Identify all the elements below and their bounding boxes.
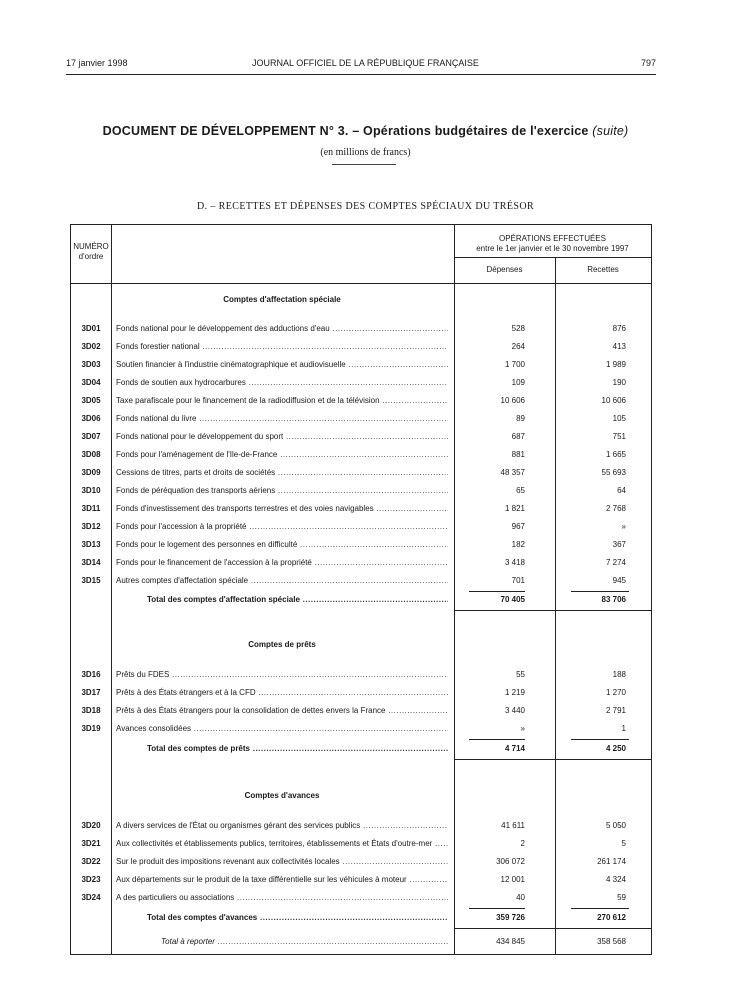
row-label: Fonds pour le financement de l'accession à la propriété .....: [116, 554, 448, 572]
row-depenses: 1 700: [504, 360, 525, 369]
row-recettes: 2 768: [605, 504, 626, 513]
table-row: [71, 356, 651, 374]
row-code: 3D15: [81, 576, 101, 585]
grand-total-label: Total à reporter .....: [161, 933, 448, 951]
row-recettes: 59: [617, 893, 626, 902]
row-depenses: 182: [511, 540, 525, 549]
row-depenses: 967: [511, 522, 525, 531]
row-label: Cessions de titres, parts et droits de sociétés .....: [116, 464, 448, 482]
document-title: [0, 124, 731, 138]
row-code: 3D24: [81, 893, 101, 902]
row-code: 3D21: [81, 839, 101, 848]
table-row: [71, 853, 651, 871]
grand-total-recettes: 358 568: [597, 937, 626, 946]
table-row: [71, 482, 651, 500]
row-depenses: 2: [520, 839, 525, 848]
row-label: Sur le produit des impositions revenant aux collectivités locales .....: [116, 853, 448, 871]
row-code: 3D02: [81, 342, 101, 351]
subtitle-rule: [332, 164, 396, 165]
group-title: Comptes d'affectation spéciale: [223, 295, 341, 304]
row-depenses: 10 606: [500, 396, 525, 405]
row-recettes: 1: [621, 724, 626, 733]
total-row: [71, 909, 651, 927]
row-code: 3D18: [81, 706, 101, 715]
row-depenses: 701: [511, 576, 525, 585]
total-depenses: 70 405: [500, 595, 525, 604]
table-row: [71, 428, 651, 446]
row-label: Fonds pour l'aménagement de l'Ile-de-France .....: [116, 446, 448, 464]
col-header-operations-line1: OPÉRATIONS EFFECTUÉES: [499, 234, 606, 243]
row-recettes: 5 050: [605, 821, 626, 830]
total-recettes: 83 706: [601, 595, 626, 604]
row-recettes: 2 791: [605, 706, 626, 715]
table-row: [71, 817, 651, 835]
document-title-suffix: (suite): [592, 124, 629, 138]
row-depenses: 65: [516, 486, 525, 495]
header-journal-title: JOURNAL OFFICIEL DE LA RÉPUBLIQUE FRANÇAISE: [252, 58, 479, 68]
table-row: [71, 500, 651, 518]
col-header-numero: [71, 242, 111, 262]
row-code: 3D12: [81, 522, 101, 531]
row-recettes: 945: [612, 576, 626, 585]
row-code: 3D08: [81, 450, 101, 459]
group-title: Comptes d'avances: [244, 791, 320, 800]
row-label: Fonds national du livre .....: [116, 410, 448, 428]
row-label: Taxe parafiscale pour le financement de la radiodiffusion et de la télévision .....: [116, 392, 448, 410]
row-label: A divers services de l'État ou organismes gérant des services publics .....: [116, 817, 448, 835]
row-depenses: 3 418: [504, 558, 525, 567]
table-row: [71, 464, 651, 482]
row-depenses: 3 440: [504, 706, 525, 715]
row-recettes: 105: [612, 414, 626, 423]
accounts-table: [70, 224, 652, 955]
row-label: Fonds national pour le développement des adductions d'eau .....: [116, 320, 448, 338]
total-label: Total des comptes de prêts .....: [147, 740, 448, 758]
row-recettes: 876: [612, 324, 626, 333]
row-code: 3D17: [81, 688, 101, 697]
col-header-recettes: Recettes: [587, 265, 619, 274]
header-date: 17 janvier 1998: [66, 58, 128, 68]
row-label: Fonds de soutien aux hydrocarbures .....: [116, 374, 448, 392]
table-row: [71, 320, 651, 338]
row-recettes: 413: [612, 342, 626, 351]
table-row: [71, 720, 651, 738]
row-depenses: »: [520, 724, 525, 733]
grand-total-depenses: 434 845: [496, 937, 525, 946]
row-code: 3D19: [81, 724, 101, 733]
row-depenses: 40: [516, 893, 525, 902]
row-depenses: 306 072: [496, 857, 525, 866]
row-code: 3D06: [81, 414, 101, 423]
total-recettes: 270 612: [597, 913, 626, 922]
row-recettes: 4 324: [605, 875, 626, 884]
total-depenses: 359 726: [496, 913, 525, 922]
table-row: [71, 572, 651, 590]
row-code: 3D09: [81, 468, 101, 477]
total-row: [71, 591, 651, 609]
row-code: 3D10: [81, 486, 101, 495]
row-code: 3D03: [81, 360, 101, 369]
row-depenses: 881: [511, 450, 525, 459]
row-label: Avances consolidées .....: [116, 720, 448, 738]
row-recettes: 1 989: [605, 360, 626, 369]
row-recettes: 188: [612, 670, 626, 679]
header-rule: [454, 257, 651, 258]
col-header-numero-line1: NUMÉRO: [73, 242, 109, 251]
row-code: 3D05: [81, 396, 101, 405]
table-row: [71, 446, 651, 464]
row-label: Aux collectivités et établissements publics, territoires, établissements et États d'outre-mer .....: [116, 835, 448, 853]
table-row: [71, 835, 651, 853]
row-recettes: 10 606: [601, 396, 626, 405]
row-recettes: 5: [621, 839, 626, 848]
row-depenses: 12 001: [500, 875, 525, 884]
col-header-depenses: Dépenses: [486, 265, 523, 274]
col-header-operations-line2: entre le 1er janvier et le 30 novembre 1997: [476, 244, 629, 253]
table-row: [71, 536, 651, 554]
row-depenses: 89: [516, 414, 525, 423]
col-header-numero-line2: d'ordre: [78, 252, 104, 261]
table-row: [71, 392, 651, 410]
row-recettes: 1 270: [605, 688, 626, 697]
row-recettes: 367: [612, 540, 626, 549]
row-label: Fonds pour le logement des personnes en difficulté .....: [116, 536, 448, 554]
row-recettes: 751: [612, 432, 626, 441]
row-code: 3D07: [81, 432, 101, 441]
row-recettes: 261 174: [597, 857, 626, 866]
row-label: Prêts à des États étrangers et à la CFD .....: [116, 684, 448, 702]
table-row: [71, 338, 651, 356]
table-row: [71, 666, 651, 684]
row-recettes: 1 665: [605, 450, 626, 459]
grand-total-row: [71, 933, 651, 951]
row-code: 3D16: [81, 670, 101, 679]
row-code: 3D14: [81, 558, 101, 567]
row-label: Soutien financier à l'industrie cinématographique et audiovisuelle .....: [116, 356, 448, 374]
total-row: [71, 740, 651, 758]
row-recettes: 55 693: [601, 468, 626, 477]
row-label: A des particuliers ou associations .....: [116, 889, 448, 907]
row-label: Fonds de péréquation des transports aériens .....: [116, 482, 448, 500]
row-label: Prêts à des États étrangers pour la consolidation de dettes envers la France .....: [116, 702, 448, 720]
row-code: 3D04: [81, 378, 101, 387]
table-row: [71, 684, 651, 702]
row-code: 3D22: [81, 857, 101, 866]
row-depenses: 48 357: [500, 468, 525, 477]
row-code: 3D23: [81, 875, 101, 884]
table-row: [71, 410, 651, 428]
row-depenses: 55: [516, 670, 525, 679]
section-title: D. – RECETTES ET DÉPENSES DES COMPTES SPÉCIAUX DU TRÉSOR: [196, 201, 535, 212]
row-depenses: 528: [511, 324, 525, 333]
header-page-number: 797: [640, 58, 656, 68]
row-depenses: 41 611: [501, 821, 525, 830]
row-label: Fonds d'investissement des transports terrestres et des voies navigables .....: [116, 500, 448, 518]
row-label: Fonds national pour le développement du sport .....: [116, 428, 448, 446]
total-label: Total des comptes d'affectation spéciale .....: [147, 591, 448, 609]
group-divider: [454, 928, 651, 929]
group-divider: [454, 610, 651, 611]
total-recettes: 4 250: [605, 744, 626, 753]
row-label: Aux départements sur le produit de la taxe différentielle sur les véhicules à moteur .....: [116, 871, 448, 889]
table-row: [71, 554, 651, 572]
table-row: [71, 702, 651, 720]
row-code: 3D20: [81, 821, 101, 830]
table-row: [71, 889, 651, 907]
row-recettes: 7 274: [605, 558, 626, 567]
col-header-operations: [454, 234, 651, 254]
row-depenses: 264: [511, 342, 525, 351]
row-depenses: 687: [511, 432, 525, 441]
table-row: [71, 518, 651, 536]
table-row: [71, 871, 651, 889]
group-divider: [454, 759, 651, 760]
total-label: Total des comptes d'avances .....: [147, 909, 448, 927]
document-title-text: DOCUMENT DE DÉVELOPPEMENT N° 3. – Opérations budgétaires de l'exercice: [102, 124, 589, 138]
group-title: Comptes de prêts: [248, 640, 316, 649]
row-label: Fonds forestier national .....: [116, 338, 448, 356]
row-label: Fonds pour l'accession à la propriété .....: [116, 518, 448, 536]
row-recettes: 190: [612, 378, 626, 387]
row-recettes: 64: [617, 486, 626, 495]
header-bottom-rule: [71, 283, 651, 284]
header-rule: [66, 74, 656, 75]
row-code: 3D13: [81, 540, 101, 549]
table-row: [71, 374, 651, 392]
total-depenses: 4 714: [504, 744, 525, 753]
row-depenses: 109: [511, 378, 525, 387]
row-depenses: 1 821: [504, 504, 525, 513]
row-code: 3D11: [81, 504, 101, 513]
row-label: Prêts du FDES .....: [116, 666, 448, 684]
row-depenses: 1 219: [504, 688, 525, 697]
row-recettes: »: [621, 522, 626, 531]
document-subtitle: (en millions de francs): [320, 147, 411, 158]
row-code: 3D01: [81, 324, 101, 333]
row-label: Autres comptes d'affectation spéciale .....: [116, 572, 448, 590]
